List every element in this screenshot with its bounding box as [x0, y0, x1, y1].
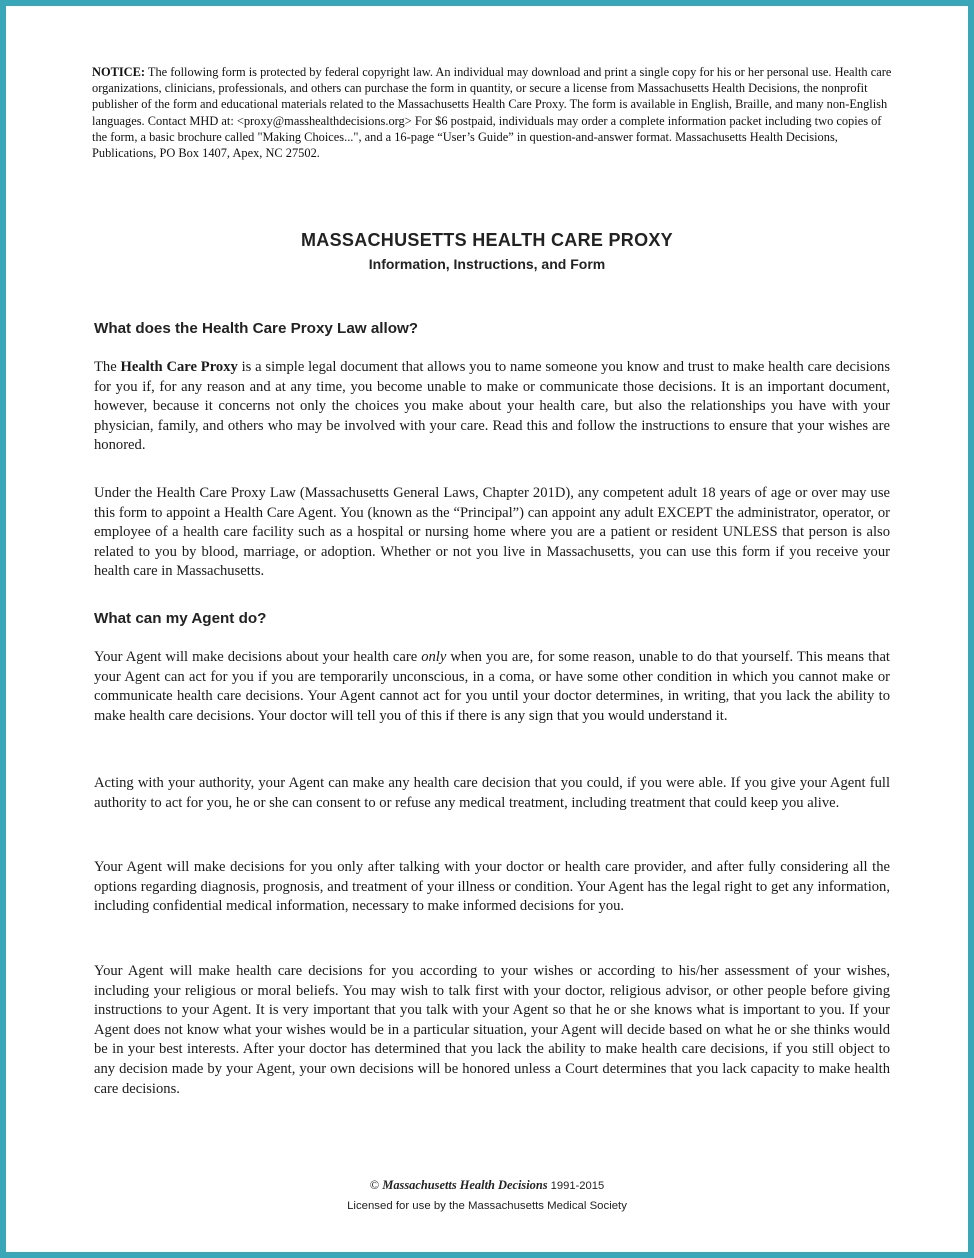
paragraph-law-intro: [94, 358, 890, 456]
document-subtitle: Information, Instructions, and Form: [368, 256, 606, 272]
copyright-symbol: ©: [369, 1178, 380, 1192]
copyright-notice: [92, 64, 892, 161]
paragraph-agent-when: [94, 648, 890, 726]
paragraph-agent-authority: Acting with your authority, your Agent can make any health care decision that you could, if you were able. If you give your Agent full authority to act for you, he or she can consent to or refuse any medical treatment, including treatment that could keep you alive.: [94, 775, 890, 811]
text-span: is a simple legal document that allows you to name someone you know and trust to make health care decisions for you if, for any reason and at any time, you become unable to make or communicate those decisions. It is an important document, however, because it concerns not only the choices you make about your health care, but also the relationships you have with your physician, family, and others who may be involved with your care. Read this and follow the instructions to ensure that your wishes are honored.: [94, 359, 891, 454]
footer-org: Massachusetts Health Decisions: [382, 1178, 548, 1192]
paragraph-law-eligibility: Under the Health Care Proxy Law (Massachusetts General Laws, Chapter 201D), any competent adult 18 years of age or over may use this form to appoint a Health Care Agent. You (known as the “Principal”) can appoint any adult EXCEPT the administrator, operator, or employee of a health care facility such as a hospital or nursing home where you are a patient or resident UNLESS that person is also related to you by blood, marriage, or adoption. Whether or not you live in Massachusetts, you can use this form if you receive your health care in Massachusetts.: [94, 485, 890, 580]
footer-years: 1991-2015: [550, 1180, 605, 1192]
paragraph-agent-wishes: Your Agent will make health care decisions for you according to your wishes or according to his/her assessment of your wishes, including your religious or moral beliefs. You may wish to talk first with your doctor, religious advisor, or other people before giving instructions to your Agent. It is very important that you talk with your Agent so that he or she knows what is important to you. If your Agent does not know what your wishes would be in a particular situation, your Agent will decide based on what he or she thinks would be in your best interests. After your doctor has determined that you lack the ability to make health care decisions, if you still object to any decision made by your Agent, your own decisions will be honored unless a Court determines that you lack capacity to make health care decisions.: [94, 963, 890, 1097]
section-heading-law: What does the Health Care Proxy Law allow?: [94, 320, 419, 337]
notice-label: NOTICE:: [92, 65, 146, 79]
text-span: The: [94, 359, 121, 375]
text-span: when you are, for some reason, unable to do that yourself. This means that your Agent can act for you if you are temporarily unconscious, in a coma, or have some other condition in which you cannot make or communicate health care decisions. Your Agent cannot act for you until your doctor determines, in writing, that you lack the ability to make health care decisions. Your doctor will tell you of this if there is any sign that you would understand it.: [94, 649, 890, 724]
section-heading-agent: What can my Agent do?: [94, 610, 267, 627]
text-span: Your Agent will make decisions about your health care: [94, 649, 422, 665]
emphasis-term: only: [421, 649, 447, 665]
bold-term: Health Care Proxy: [120, 359, 238, 375]
footer-copyright: [6, 1178, 968, 1193]
paragraph-agent-consult: Your Agent will make decisions for you only after talking with your doctor or health care provider, and after fully considering all the options regarding diagnosis, prognosis, and treatment of your illness or condition. Your Agent has the legal right to get any information, including confidential medical information, necessary to make informed decisions for you.: [94, 859, 890, 915]
notice-text: The following form is protected by federal copyright law. An individual may download and print a single copy for his or her personal use. Health care organizations, clinicians, professionals, and others can purchase the form in quantity, or secure a license from Massachusetts Health Decisions, the nonprofit publisher of the form and educational materials related to the Massachusetts Health Care Proxy. The form is available in English, Braille, and many non-English languages. Contact MHD at: <proxy@masshealthdecisions.org> For $6 postpaid, individuals may order a complete information packet including two copies of the form, a basic brochure called "Making Choices...", and a 16-page “User’s Guide” in question-and-answer format. Massachusetts Health Decisions, Publications, PO Box 1407, Apex, NC 27502.: [92, 65, 892, 161]
document-title: MASSACHUSETTS HEALTH CARE PROXY: [301, 230, 673, 250]
footer-license: Licensed for use by the Massachusetts Medical Society: [347, 1200, 627, 1212]
document-page: [6, 6, 968, 1252]
